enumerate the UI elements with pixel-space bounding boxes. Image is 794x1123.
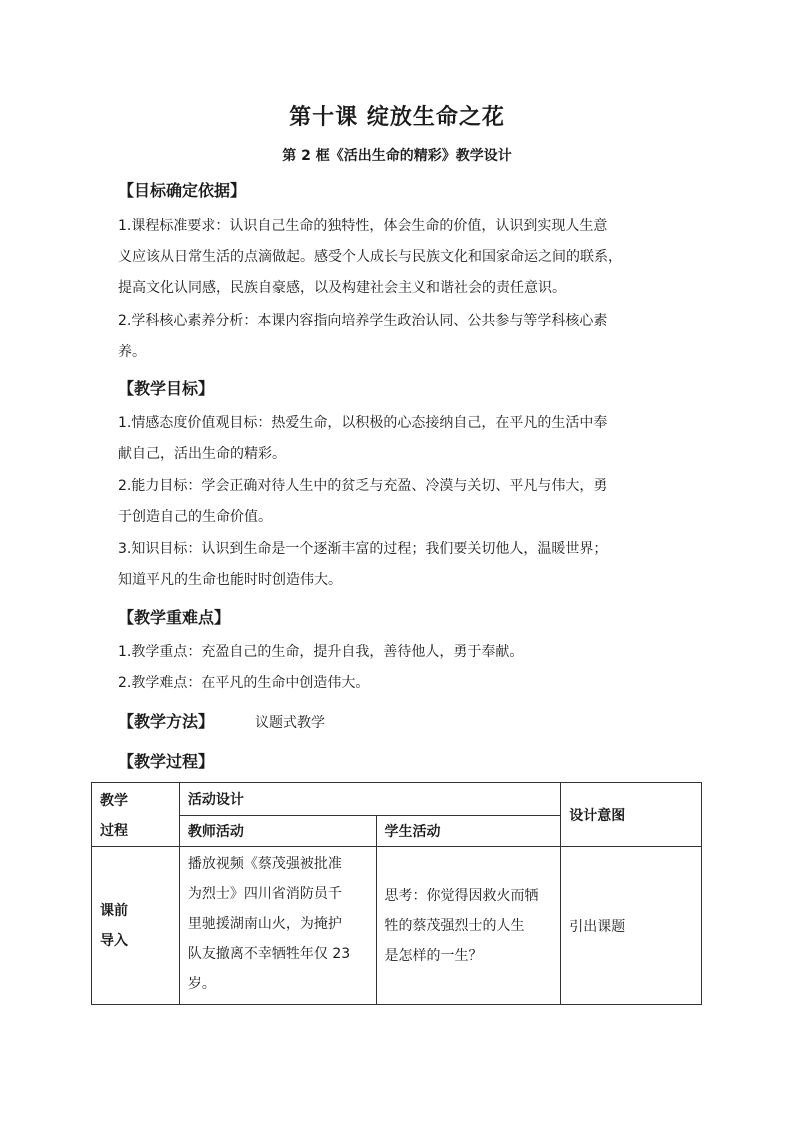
text-line: 牲的蔡茂强烈士的人生 [384,917,525,934]
header-cell-teacher: 教师活动 [179,816,376,847]
section-heading-basis: 【目标确定依据】 [118,181,247,200]
teacher-activity-cell [179,847,376,1005]
section-heading-process: 【教学过程】 [118,752,215,771]
text-line: 知道平凡的生命也能时时创造伟大。 [118,572,342,588]
section-heading-key-points: 【教学重难点】 [118,608,231,627]
header-cell-activity: 活动设计 [179,783,560,816]
stage-cell [92,847,180,1005]
text-line: 是怎样的一生？ [384,947,483,964]
text-line: 播放视频《蔡茂强被批准 [187,856,342,872]
text-line: 献自己，活出生命的精彩。 [118,446,286,462]
page-subtitle: 第 2 框《活出生命的精彩》教学设计 [282,148,512,164]
text-line: 2.学科核心素养分析：本课内容指向培养学生政治认同、公共参与等学科核心素 [118,313,608,329]
text-line: 导入 [100,932,128,949]
text-line: 3.知识目标：认识到生命是一个逐渐丰富的过程；我们要关切他人，温暖世界； [118,541,608,557]
method-value: 议题式教学 [255,715,325,731]
page-title: 第十课 绽放生命之花 [289,105,505,130]
text-line: 课前 [100,902,128,919]
header-cell-intent: 设计意图 [561,783,702,847]
text-line: 里驰援湖南山火，为掩护 [187,916,342,932]
text-line: 队友撤离不幸牺牲年仅 23 [187,946,351,962]
text-line: 岁。 [187,976,216,992]
text-line: 过程 [100,823,128,839]
text-line: 教学 [100,793,128,809]
text-line: 养。 [118,344,146,360]
text-line: 思考：你觉得因救火而牺 [384,887,539,904]
text-line: 提高文化认同感，民族自豪感，以及构建社会主义和谐社会的责任意识。 [118,280,566,296]
text-line: 为烈士》四川省消防员千 [187,886,342,902]
intent-cell: 引出课题 [561,847,702,1005]
process-table [91,782,702,1005]
text-line: 于创造自己的生命价值。 [118,509,272,525]
goals-paragraph-2 [118,471,684,533]
table-header-row [92,783,702,816]
text-line: 1.课程标准要求：认识自己生命的独特性，体会生命的价值，认识到实现人生意 [118,218,608,234]
text-line: 义应该从日常生活的点滴做起。感受个人成长与民族文化和国家命运之间的联系， [118,249,622,265]
basis-paragraph-2 [118,306,684,368]
text-line: 2.教学难点：在平凡的生命中创造伟大。 [118,675,370,691]
header-cell-student: 学生活动 [376,816,561,847]
goals-paragraph-1 [118,408,684,470]
text-line: 1.情感态度价值观目标：热爱生命，以积极的心态接纳自己，在平凡的生活中奉 [118,415,608,431]
header-cell-stage [92,783,180,847]
text-line: 1.教学重点：充盈自己的生命，提升自我，善待他人，勇于奉献。 [118,644,524,660]
table-row [92,847,702,1005]
section-heading-method: 【教学方法】 [118,712,215,731]
text-line: 2.能力目标：学会正确对待人生中的贫乏与充盈、冷漠与关切、平凡与伟大，勇 [118,478,608,494]
key-points-paragraphs [118,637,684,699]
goals-paragraph-3 [118,534,684,596]
section-heading-goals: 【教学目标】 [118,379,215,398]
student-activity-cell [376,847,561,1005]
basis-paragraph-1 [118,211,684,304]
